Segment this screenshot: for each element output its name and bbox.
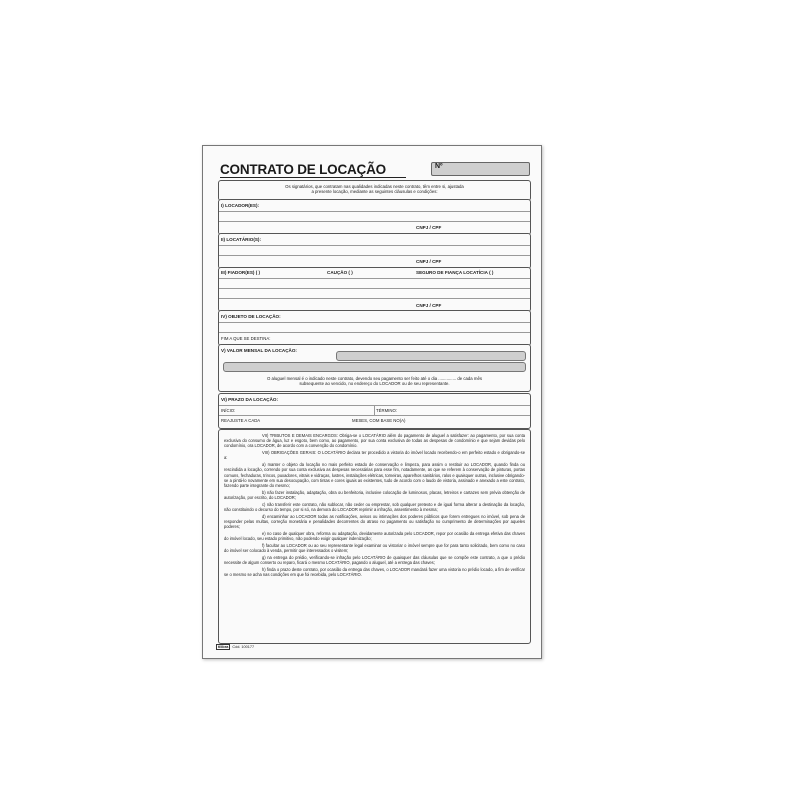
divider: [219, 221, 530, 222]
fiador-checkbox-label[interactable]: III) FIADOR(ES) ( ): [221, 270, 261, 275]
contract-number-label: Nº: [435, 163, 443, 170]
divider: [219, 255, 530, 256]
form-code: Cód. 100177: [232, 645, 255, 649]
divider: [219, 415, 530, 416]
clauses-body: [224, 433, 525, 579]
divider: [219, 322, 530, 323]
title-underline: [220, 177, 406, 178]
valor-section[interactable]: [218, 344, 531, 392]
contract-number-field[interactable]: [431, 162, 530, 176]
divider: [374, 405, 375, 415]
prazo-section[interactable]: [218, 393, 531, 429]
locador-label: I) LOCADOR(ES):: [221, 203, 260, 208]
meses-label: MESES, COM BASE NO(A): [352, 418, 406, 423]
seguro-checkbox-label[interactable]: SEGURO DE FIANÇA LOCATÍCIA ( ): [416, 270, 494, 275]
reajuste-label: REAJUSTE A CADA: [221, 418, 261, 423]
clause-viii-b: b) não fazer instalação, adaptação, obra ou benfeitoria, inclusive colocação de luminosos, placas, letreiros e cartazes sem prévia obtenção de autorização, por escrito, do LOCADOR;: [224, 489, 525, 501]
caucao-checkbox-label[interactable]: CAUÇÃO ( ): [327, 270, 353, 275]
form-title: CONTRATO DE LOCAÇÃO: [220, 162, 386, 177]
valor-label: V) VALOR MENSAL DA LOCAÇÃO:: [221, 348, 297, 353]
clause-viii-c: c) não transferir este contrato, não sublocar, não ceder ou emprestar, sob qualquer pretexto e de igual forma alterar a destinação da locação, não constituindo o decurso do tempo, por si só, na demora do LOCADOR reprimir a infração, assentimento à mesma;: [224, 501, 525, 513]
fiador-section[interactable]: [218, 267, 531, 312]
fiador-cnpj-label: CNPJ / CPF: [416, 303, 442, 308]
intro-section: [218, 180, 531, 201]
divider: [219, 278, 530, 279]
locatario-section[interactable]: [218, 233, 531, 269]
contract-form-sheet: [202, 145, 542, 659]
clauses-section: [218, 429, 531, 644]
divider: [219, 288, 530, 289]
clause-viii-h: h) finda o prazo deste contrato, por ocasião da entrega das chaves, o LOCADOR mandará fazer uma vistoria no prédio locado, a fim de verificar se o mesmo se acha nas condições em que foi recebida, pelo LOCATÁRIO.: [224, 567, 525, 578]
clause-viii-a: a) manter o objeto da locação no mais perfeito estado de conservação e limpeza, para assim o restituir ao LOCADOR, quando finda ou rescindida a locação, correndo por sua conta exclusiva as despesas necessárias para esse fim, notadamente, as que se referem à conservação de pinturas, portas comuns, fechaduras, trincos, puxadores, vitrais e vidraças, lustres, instalações elétricas, torneiras, aparelhos sanitários, ralos e quaisquer outras, inclusive obrigando-se a pintá-lo novamente em sua desocupação, com tintas e cores iguais as existentes, tudo de acordo com o laudo de vistoria, assinado e anexado a este contrato, fazendo parte integrante do mesmo;: [224, 462, 525, 489]
locador-cnpj-label: CNPJ / CPF: [416, 225, 442, 230]
intro-line-1: Os signatários, que contratam nas qualidades indicadas neste contrato, têm entre si, ajustada: [285, 184, 464, 189]
locatario-cnpj-label: CNPJ / CPF: [416, 259, 442, 264]
valor-text-line-2: subsequente ao vencido, no endereço do LOCADOR ou de seu representante.: [299, 381, 450, 386]
clause-viii: VIII) OBRIGAÇÕES GERAIS: O LOCATÁRIO declara ter procedido a vistoria do imóvel locado recebendo-o em perfeito estado e obrigando-se a:: [224, 450, 525, 461]
valor-amount-field[interactable]: [336, 351, 526, 361]
valor-text-line-1: O aluguel mensal é o indicado neste contrato, devendo seu pagamento ser feito até o dia ............... de cada mês: [267, 376, 482, 381]
clause-viii-d: d) encaminhar ao LOCADOR todas as notificações, avisos ou intimações dos poderes públicos que forem entregues no imóvel, sob pena de responder pelas multas, correção monetária e penalidades decorrentes do atraso no pagamento ou satisfação no cumprimento de determinações por aqueles poderes;: [224, 513, 525, 530]
fim-label: FIM A QUE SE DESTINA:: [221, 336, 271, 341]
inicio-label: INÍCIO:: [221, 408, 236, 413]
clause-vii: VII) TRIBUTOS E DEMAIS ENCARGOS: Obriga-se o LOCATÁRIO além do pagamento de aluguel a satisfazer: ao pagamento, por sua conta exclusiva do consumo de água, luz e esgoto, bem como, ao pagamento, por sua conta exclusiva de todas as despesas de condomínio e que sejam devidas pelo condomínio, ora LOCADOR, de acordo com a convenção do condomínio.: [224, 433, 525, 449]
divider: [219, 332, 530, 333]
termino-label: TÉRMINO:: [376, 408, 398, 413]
objeto-label: IV) OBJETO DE LOCAÇÃO:: [221, 314, 281, 319]
prazo-label: VI) PRAZO DA LOCAÇÃO:: [221, 397, 278, 402]
intro-line-2: a presente locação, mediante as seguintes cláusulas e condições:: [311, 189, 438, 194]
brand-logo: tilibra: [218, 645, 229, 649]
divider: [219, 245, 530, 246]
divider: [219, 298, 530, 299]
locatario-label: II) LOCATÁRIO(S):: [221, 237, 261, 242]
clause-viii-f: f) facultar ao LOCADOR ou ao seu representante legal examinar ou vistoriar o imóvel sempre que for para tanto solicitado, bem como no caso do imóvel ser colocado à venda, permitir que interessados o visitem;: [224, 543, 525, 554]
locador-section[interactable]: [218, 199, 531, 235]
form-footer: [216, 644, 254, 650]
divider: [219, 211, 530, 212]
valor-extenso-field[interactable]: [223, 362, 526, 372]
clause-viii-e: e) no caso de qualquer obra, reforma ou adaptação, devidamente autorizada pelo LOCADOR, repor por ocasião da entrega efetiva das chaves do imóvel locado, seu estado primitivo, não podendo exigir qualquer indenização;: [224, 531, 525, 542]
clause-viii-g: g) na entrega do prédio, verificando-se infração pelo LOCATÁRIO de quaisquer das cláusulas que se compõe este contrato, a que o prédio necessite de algum conserto ou reparo, ficará o mesmo LOCATÁRIO, pagando o aluguel, até a entrega das chaves;: [224, 555, 525, 566]
objeto-section[interactable]: [218, 310, 531, 346]
